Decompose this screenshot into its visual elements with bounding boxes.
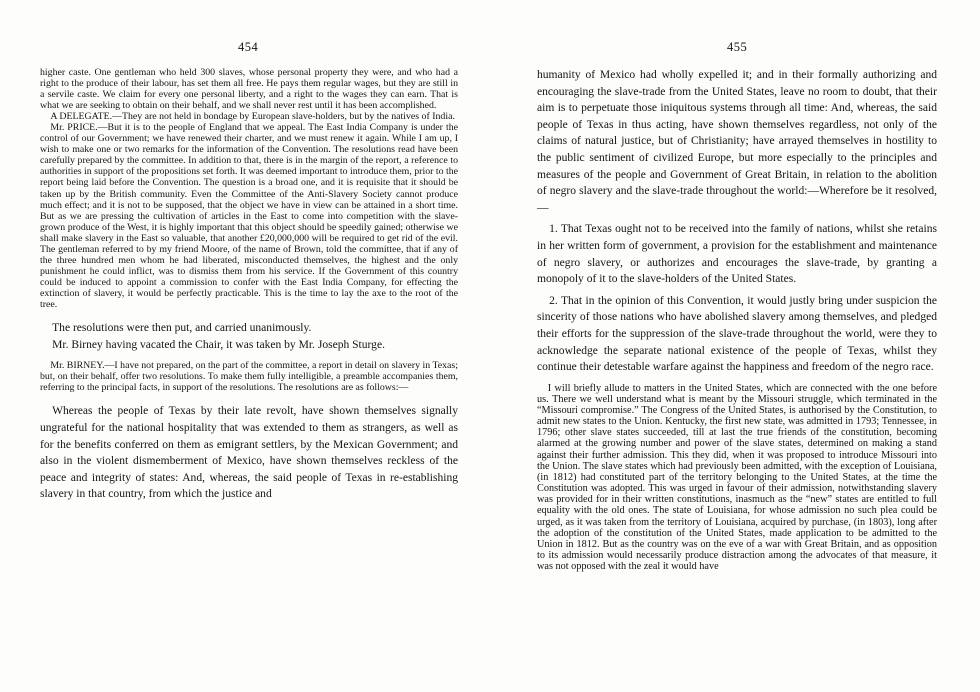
resolution-one: 1. That Texas ought not to be received into the family of nations, whilst she retains in her written form of government, a provision for the establishment and maintenance of negro slavery, or authorizes and encourages the slave-trade, by granting a monopoly of it to the slave-holders of the United States. <box>537 223 937 286</box>
paragraph-caste: higher caste. One gentleman who held 300 slaves, whose personal property they were, and who had a right to the produce of their labour, has set them all free. He pays them regular wages, but they are still in a servile caste. We claim for every one personal liberty, and a right to the wages they can earn. That is what we are seeking to obtain on their behalf, and we shall never rest until it has been accomplished. <box>40 67 458 112</box>
right-page-column <box>537 67 937 572</box>
paragraph-humanity: humanity of Mexico had wholly expelled it; and in their formally authorizing and encouraging the slave-trade from the United States, leave no room to doubt, that their aim is to perpetuate those iniquitous systems through all time: And, whereas, the said people of Texas in thus acting, have shown themselves regardless, not only of the claims of natural justice, but of Christianity; have arrayed themselves in hostility to the public sentiment of civilized Europe, but more especially to the principles and measures of the people and Government of Great Britain, in relation to the abolition of negro slavery and the slave-trade throughout the world:—Wherefore be it resolved,— <box>537 69 937 214</box>
paragraph-whereas: Whereas the people of Texas by their late revolt, have shown themselves signally ungrateful for the national hospitality that was extended to them as strangers, as well as for the benefits conferred on them as emigrant settlers, by the Mexican Government; and also in the violent dismemberment of Mexico, have shown themselves reckless of the peace and integrity of states: And, whereas, the said people of Texas in re-establishing slavery in that country, from which the justice and <box>40 405 458 501</box>
left-page-column <box>40 67 458 503</box>
paragraph-delegate: A DELEGATE.—They are not held in bondage by European slave-holders, but by the natives of India. <box>50 111 455 123</box>
right-page-number: 455 <box>727 40 748 54</box>
paragraph-birney: Mr. BIRNEY.—I have not prepared, on the part of the committee, a report in detail on slavery in Texas; but, on their behalf, offer two resolutions. To make them fully intelligible, a preamble accompanies them, referring to the principal facts, in support of the resolutions. The resolutions are as follows:— <box>40 360 458 394</box>
paragraph-united-states: I will briefly allude to matters in the United States, which are connected with the one before us. There we well understand what is meant by the Missouri struggle, which terminated in the “Missouri compromise.” The Congress of the United States, is authorised by the Constitution, to admit new states to the Union. Kentucky, the first new state, was admitted in 1793; Tennessee, in 1796; other slave states succeeded, till at last the true friends of the constitution, becoming alarmed at the growing number and power of the slave states, determined on making a stand against their further admission. This they did, when it was proposed to introduce Missouri into the Union. The slave states which had previously been admitted, with the exception of Louisiana, (in 1812) had constituted part of the territory belonging to the United States, at the time the Constitution was adopted. This was urged in favour of their admission, notwithstanding slavery was provided for in their written constitutions, inasmuch as the “new” states are entitled to full equality with the old ones. The state of Louisiana, for whose admission no such plea could be urged, as it was taken from the territory of Louisiana, acquired by purchase, (in 1803), long after the adoption of the constitution of the United States, made application to be admitted to the Union in 1812. But as the country was on the eve of a war with Great Britain, and as opposition to its admission would necessarily produce distraction among the advocates of that measure, it was not opposed with the zeal it would have <box>537 382 937 573</box>
paragraph-chair: Mr. Birney having vacated the Chair, it was taken by Mr. Joseph Sturge. <box>52 338 385 351</box>
left-page-number: 454 <box>238 40 259 54</box>
paragraph-price: Mr. PRICE.—But it is to the people of England that we appeal. The East India Company is under the control of our Government; we have renewed their charter, and we must renew it again. While I am up, I wish to make one or two remarks for the information of the Convention. The resolutions read have been carefully prepared by the committee. In addition to that, there is in the margin of the report, a reference to authorities in support of the propositions set forth. It was deemed important to introduce them, prior to the report being laid before the Convention. The question is a broad one, and it is requisite that it should be taken up by the British community. Even the Committee of the Anti-Slavery Society cannot produce much effect; and it is not to be supposed, that the object we have in view can be attained in a short time. But as we are pressing the cultivation of articles in the East to come into competition with the slave-grown produce of the West, it is highly important that this object should be speedily gained; otherwise we shall make slavery in the East so valuable, that another £20,000,000 will be required to get rid of the evil. The gentleman referred to by my friend Moore, of the name of Brown, told the committee, that if any of the three hundred men whom he had liberated, misconducted themselves, the highest and the only punishment he could inflict, was to dismiss them from his service. If the Government of this country could be induced to appoint a commission to confer with the East India Company, for effecting the extinction of slavery, it would be perfectly practicable. This is the time to lay the axe to the root of the tree. <box>40 122 459 310</box>
paragraph-resolutions-carried: The resolutions were then put, and carried unanimously. <box>52 322 312 335</box>
resolution-two: 2. That in the opinion of this Convention, it would justly bring under suspicion the sincerity of those nations who have abolished slavery among themselves, and pledged their efforts for the suppression of the slave-trade throughout the world, were they to acknowledge the separate national existence of the people of Texas, whilst they continue their detestable warfare against the happiness and freedom of the negro race. <box>537 294 937 374</box>
